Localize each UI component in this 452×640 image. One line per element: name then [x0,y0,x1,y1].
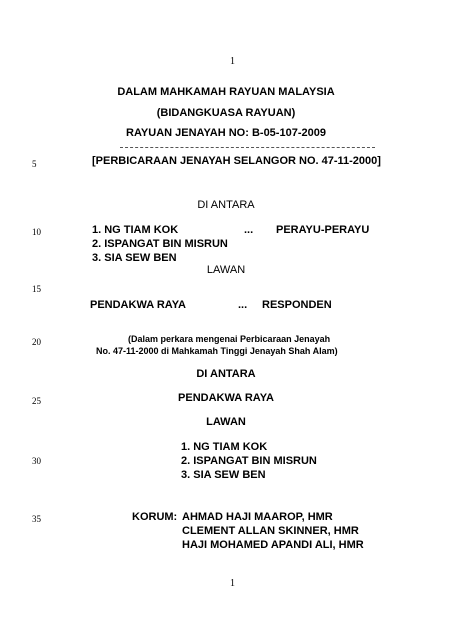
note-line-1: (Dalam perkara mengenai Perbicaraan Jenayah [128,334,331,344]
korum-member-2: CLEMENT ALLAN SKINNER, HMR [182,525,359,537]
page-number-top: 1 [230,56,235,67]
appellants-role: PERAYU-PERAYU [276,224,370,236]
jurisdiction: (BIDANGKUASA RAYUAN) [156,107,296,119]
appellant-3: 3. SIA SEW BEN [92,252,177,264]
respondent-name: PENDAKWA RAYA [90,299,186,311]
accused-3: 3. SIA SEW BEN [181,469,266,481]
respondent-role: RESPONDEN [262,299,332,311]
di-antara-heading: DI ANTARA [197,199,255,211]
line-number-35: 35 [32,514,41,524]
line-number-10: 10 [32,227,41,237]
prosecutor-name: PENDAKWA RAYA [178,392,274,404]
korum-member-1: AHMAD HAJI MAAROP, HMR [182,511,333,523]
appellant-1: 1. NG TIAM KOK [92,224,179,236]
note-line-2: No. 47-11-2000 di Mahkamah Tinggi Jenayah Shah Alam) [96,346,338,356]
korum-label: KORUM: [132,511,178,523]
court-title: DALAM MAHKAMAH RAYUAN MALAYSIA [117,86,335,98]
divider [120,147,375,148]
line-number-30: 30 [32,456,41,466]
lawan-heading: LAWAN [206,264,246,276]
line-number-20: 20 [32,337,41,347]
appellants-dots: ... [244,224,254,236]
line-number-25: 25 [32,396,41,406]
korum-member-3: HAJI MOHAMED APANDI ALI, HMR [182,539,364,551]
appellant-2: 2. ISPANGAT BIN MISRUN [92,238,228,250]
di-antara-heading-2: DI ANTARA [196,368,256,380]
respondent-dots: ... [238,299,248,311]
line-number-5: 5 [32,159,37,169]
trial-reference: [PERBICARAAN JENAYAH SELANGOR NO. 47-11-2000] [92,155,381,167]
lawan-heading-2: LAWAN [206,416,246,428]
accused-1: 1. NG TIAM KOK [181,441,268,453]
line-number-15: 15 [32,284,41,294]
page-number-bottom: 1 [230,578,235,589]
appeal-number: RAYUAN JENAYAH NO: B-05-107-2009 [126,127,326,139]
accused-2: 2. ISPANGAT BIN MISRUN [181,455,317,467]
